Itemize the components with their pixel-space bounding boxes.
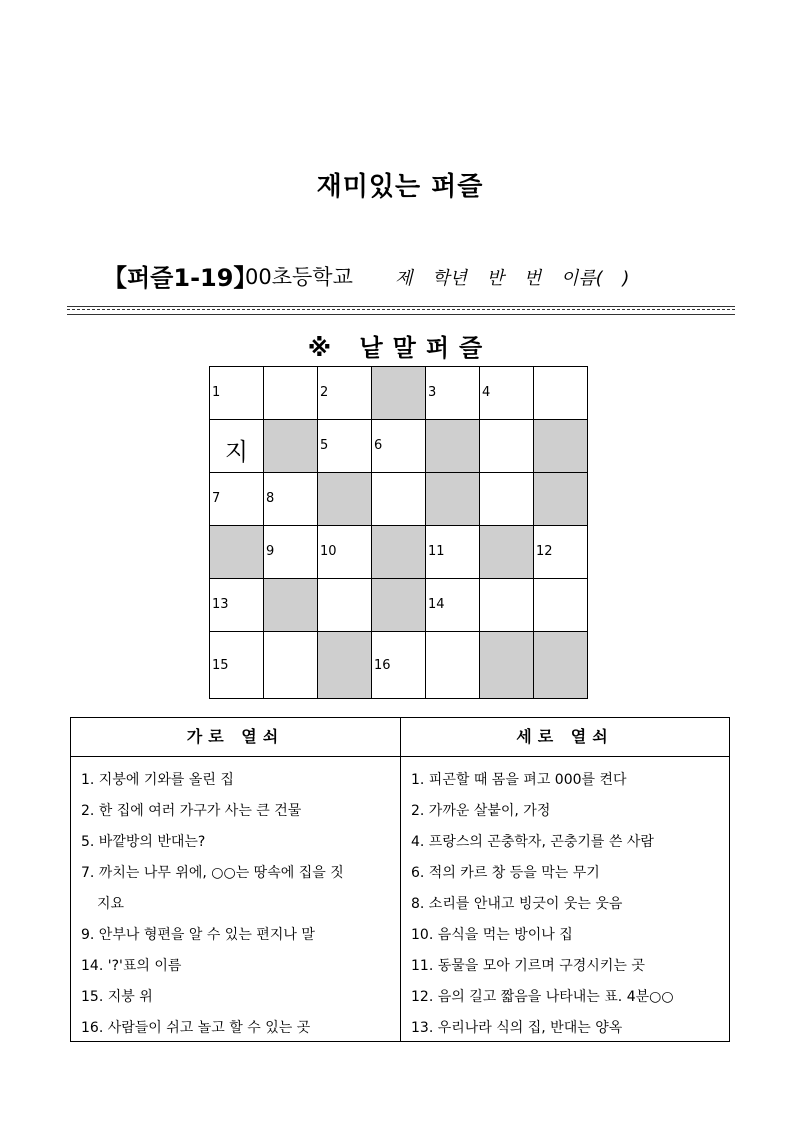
grid-cell[interactable] — [480, 579, 534, 632]
cell-number: 5 — [320, 438, 329, 453]
clue-item: 2. 한 집에 여러 가구가 사는 큰 건물 — [81, 803, 302, 819]
grid-cell[interactable] — [210, 632, 264, 699]
grid-cell[interactable] — [534, 579, 588, 632]
cell-number: 14 — [428, 597, 445, 612]
clue-item: 14. '?'표의 이름 — [81, 958, 182, 974]
down-clues-list — [401, 765, 729, 1044]
clue-item: 2. 가까운 살붙이, 가정 — [411, 803, 551, 819]
grid-cell[interactable] — [534, 526, 588, 579]
grid-cell[interactable] — [210, 473, 264, 526]
grid-cell[interactable] — [264, 367, 318, 420]
grid-cell[interactable] — [318, 579, 372, 632]
down-clues-column — [401, 718, 729, 1041]
grid-cell[interactable] — [210, 367, 264, 420]
grid-cell-blocked — [264, 420, 318, 473]
cell-number: 10 — [320, 544, 337, 559]
clue-item: 15. 지붕 위 — [81, 989, 153, 1005]
puzzle-subtitle: ※ 낱말퍼즐 — [307, 334, 493, 362]
grid-cell[interactable] — [426, 632, 480, 699]
clue-item: 지요 — [97, 896, 125, 912]
grid-cell-blocked — [318, 632, 372, 699]
crossword-grid — [209, 366, 588, 699]
grid-cell[interactable] — [372, 473, 426, 526]
header-divider — [67, 306, 735, 315]
grid-row — [210, 367, 588, 420]
cell-number: 13 — [212, 597, 229, 612]
grid-cell[interactable] — [264, 473, 318, 526]
cell-number: 15 — [212, 658, 229, 673]
grid-row — [210, 420, 588, 473]
school-name: 00초등학교 — [245, 265, 353, 289]
clue-item: 13. 우리나라 식의 집, 반대는 양옥 — [411, 1020, 623, 1036]
grid-cell[interactable] — [480, 420, 534, 473]
cell-number: 8 — [266, 491, 275, 506]
clue-item: 6. 적의 카르 창 등을 막는 무기 — [411, 865, 600, 881]
grid-row — [210, 632, 588, 699]
cell-number: 3 — [428, 385, 437, 400]
grid-cell-blocked — [534, 632, 588, 699]
grid-cell[interactable] — [372, 632, 426, 699]
clue-item: 1. 피곤할 때 몸을 펴고 000를 켠다 — [411, 772, 627, 788]
grid-cell[interactable] — [318, 367, 372, 420]
down-clues-heading: 세로 열쇠 — [401, 718, 729, 757]
grid-cell[interactable] — [534, 367, 588, 420]
clues-table — [70, 717, 730, 1042]
grid-cell[interactable] — [318, 526, 372, 579]
puzzle-label: 【퍼즐1-19】 — [103, 264, 258, 292]
across-clues-heading: 가로 열쇠 — [71, 718, 400, 757]
grid-cell-blocked — [318, 473, 372, 526]
clue-item: 11. 동물을 모아 기르며 구경시키는 곳 — [411, 958, 645, 974]
grid-cell[interactable] — [426, 526, 480, 579]
grid-cell[interactable] — [480, 473, 534, 526]
grid-row — [210, 473, 588, 526]
grid-cell[interactable] — [426, 579, 480, 632]
cell-number: 2 — [320, 385, 329, 400]
grid-cell[interactable] — [426, 367, 480, 420]
grid-cell-blocked — [372, 367, 426, 420]
cell-number: 16 — [374, 658, 391, 673]
grid-cell-blocked — [534, 473, 588, 526]
grid-cell[interactable] — [264, 526, 318, 579]
grid-cell[interactable] — [372, 420, 426, 473]
grid-cell-blocked — [210, 526, 264, 579]
grid-row — [210, 579, 588, 632]
cell-letter: 지 — [224, 438, 249, 466]
clue-item: 1. 지붕에 기와를 올린 집 — [81, 772, 234, 788]
page-title: 재미있는 퍼즐 — [316, 172, 484, 202]
clue-item: 12. 음의 길고 짧음을 나타내는 표. 4분○○ — [411, 989, 674, 1005]
cell-number: 7 — [212, 491, 221, 506]
cell-number: 9 — [266, 544, 275, 559]
grid-row — [210, 526, 588, 579]
clue-item: 16. 사람들이 쉬고 놀고 할 수 있는 곳 — [81, 1020, 311, 1036]
clue-item: 5. 바깥방의 반대는? — [81, 834, 206, 850]
across-clues-list — [71, 765, 400, 1044]
cell-number: 1 — [212, 385, 221, 400]
cell-number: 11 — [428, 544, 445, 559]
grid-cell[interactable] — [480, 367, 534, 420]
cell-number: 4 — [482, 385, 491, 400]
grid-cell[interactable] — [264, 632, 318, 699]
worksheet-header — [103, 258, 743, 298]
student-info: 제 학년 반 번 이름( ) — [395, 268, 630, 289]
grid-cell-blocked — [480, 632, 534, 699]
grid-cell-blocked — [372, 579, 426, 632]
grid-cell-blocked — [426, 420, 480, 473]
cell-number: 6 — [374, 438, 383, 453]
cell-number: 12 — [536, 544, 553, 559]
grid-cell-blocked — [534, 420, 588, 473]
clue-item: 7. 까치는 나무 위에, ○○는 땅속에 집을 짓 — [81, 865, 344, 881]
grid-cell[interactable] — [318, 420, 372, 473]
grid-cell-blocked — [264, 579, 318, 632]
grid-cell-blocked — [426, 473, 480, 526]
grid-cell-blocked — [372, 526, 426, 579]
across-clues-column — [71, 718, 401, 1041]
clue-item: 8. 소리를 안내고 빙긋이 웃는 웃음 — [411, 896, 623, 912]
grid-cell-blocked — [480, 526, 534, 579]
clue-item: 9. 안부나 형편을 알 수 있는 편지나 말 — [81, 927, 315, 943]
grid-cell[interactable] — [210, 420, 264, 473]
clue-item: 10. 음식을 먹는 방이나 집 — [411, 927, 573, 943]
grid-cell[interactable] — [210, 579, 264, 632]
clue-item: 4. 프랑스의 곤충학자, 곤충기를 쓴 사람 — [411, 834, 654, 850]
